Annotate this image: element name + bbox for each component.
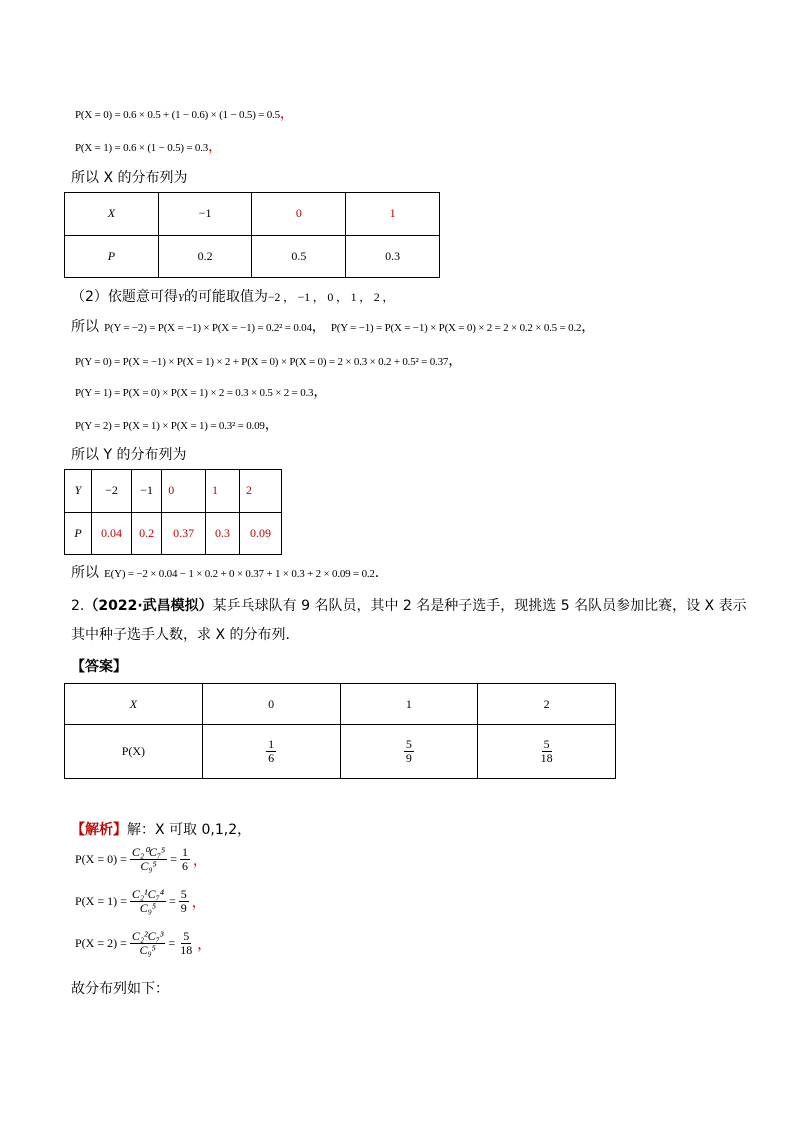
sol-lhs: P(X = 0) = xyxy=(75,852,127,866)
frac-den: C₉⁵ xyxy=(139,901,157,915)
expectation-line xyxy=(71,562,389,582)
table-cell: −1 xyxy=(132,470,162,513)
frac-den: 6 xyxy=(268,751,275,766)
so-label: 所以 xyxy=(71,565,99,581)
table-cell: Y xyxy=(65,470,92,513)
fraction xyxy=(130,888,166,915)
sol-lhs: P(X = 2) = xyxy=(75,936,127,950)
eq-y-1 xyxy=(75,381,327,401)
fraction xyxy=(404,738,414,765)
fraction xyxy=(180,846,190,873)
question-source: （2022·武昌模拟） xyxy=(84,598,213,614)
frac-num: C₂²C₇³ xyxy=(131,929,164,943)
question-text: 某乒乓球队有 9 名队员，其中 2 名是种子选手，现挑选 5 名队员参加比赛，设 X 表示 xyxy=(212,598,747,614)
solution-x2 xyxy=(75,930,211,957)
fraction xyxy=(130,930,166,957)
table-cell xyxy=(65,725,203,779)
comma: ， xyxy=(208,139,222,155)
sol-eq: = xyxy=(168,936,176,950)
eq-text: P(X = 1) = 0.6 × (1 − 0.5) = 0.3 xyxy=(75,142,209,154)
comma: ， xyxy=(264,417,279,433)
x-distribution-table xyxy=(64,192,440,278)
fraction xyxy=(130,846,167,873)
table-cell: 0.3 xyxy=(206,512,240,555)
sol-lhs: P(X = 1) = xyxy=(75,894,127,908)
frac-num: 5 xyxy=(543,737,550,752)
eq-row-y-neg xyxy=(71,316,595,336)
table-cell: −2 xyxy=(91,470,131,513)
fraction xyxy=(539,738,555,765)
comma: ， xyxy=(313,384,328,400)
part2-prefix: （2）依题意可得 xyxy=(71,289,178,305)
eq-y-0 xyxy=(75,350,462,370)
table-cell: 0.2 xyxy=(132,512,162,555)
fraction xyxy=(266,738,276,765)
eq-text: P(Y = 1) = P(X = 0) × P(X = 1) × 2 = 0.3 × 0.5 × 2 = 0.3 xyxy=(75,387,314,399)
eq-y-2 xyxy=(75,414,279,434)
comma: ， xyxy=(197,936,212,953)
frac-num: 1 xyxy=(268,737,275,752)
part2-values: −2 ， −1 ， 0 ， 1 ， 2 ， xyxy=(267,290,395,304)
table-cell: 0.04 xyxy=(91,512,131,555)
eq-y-m2: P(Y = −2) = P(X = −1) × P(X = −1) = 0.2² = 0.04 xyxy=(104,322,312,334)
table-cell: X xyxy=(65,684,203,725)
y-dist-intro: 所以 Y 的分布列为 xyxy=(71,447,187,463)
table-cell xyxy=(202,725,340,779)
analysis-line xyxy=(71,819,251,839)
frac-num: C₂¹C₇⁴ xyxy=(131,887,164,901)
part2-var: Y xyxy=(177,292,184,304)
table-cell: 1 xyxy=(340,684,478,725)
frac-den: 18 xyxy=(540,751,553,766)
answer-label: 【答案】 xyxy=(71,659,127,675)
table-cell xyxy=(340,725,478,779)
eq-text: P(Y = 2) = P(X = 1) × P(X = 1) = 0.3² = 0.09 xyxy=(75,420,265,432)
comma: ， xyxy=(448,353,462,369)
question-2 xyxy=(71,595,747,615)
comma: ， xyxy=(581,319,596,335)
table-cell: 0.5 xyxy=(252,235,346,278)
closing-line: 故分布列如下： xyxy=(71,981,169,997)
eq-p-x0 xyxy=(75,103,294,123)
p-x-label: P(X) xyxy=(121,744,146,759)
table-cell: 0.3 xyxy=(346,235,440,278)
frac-den: C₉⁵ xyxy=(139,943,156,957)
table-cell: 0 xyxy=(162,470,206,513)
table-cell: 1 xyxy=(346,193,440,236)
y-distribution-table xyxy=(64,469,282,555)
frac-den: 9 xyxy=(405,751,412,766)
part2-intro xyxy=(71,286,394,306)
table-cell: −1 xyxy=(158,193,252,236)
sol-eq: = xyxy=(169,894,176,908)
fraction xyxy=(178,930,194,957)
table-cell: 0.37 xyxy=(162,512,206,555)
solution-x1 xyxy=(75,888,206,915)
eq-text: P(Y = 0) = P(X = −1) × P(X = 1) × 2 + P(X = 0) × P(X = 0) = 2 × 0.3 × 0.2 + 0.5² = 0.37 xyxy=(75,356,449,368)
eq-p-x1 xyxy=(75,136,222,156)
table-cell: 0.2 xyxy=(158,235,252,278)
frac-num: 1 xyxy=(182,845,188,859)
answer-distribution-table xyxy=(64,683,616,779)
frac-den: 6 xyxy=(182,859,188,873)
frac-num: 5 xyxy=(183,929,190,943)
table-cell: 2 xyxy=(240,470,282,513)
question-number: 2. xyxy=(71,598,85,614)
frac-num: 5 xyxy=(180,887,187,901)
sol-eq: = xyxy=(170,852,177,866)
table-cell: X xyxy=(65,193,159,236)
analysis-text: 解：X 可取 0,1,2， xyxy=(127,822,252,838)
frac-den: 9 xyxy=(180,901,187,915)
x-dist-intro: 所以 X 的分布列为 xyxy=(71,170,188,186)
table-cell xyxy=(478,725,616,779)
question-2-cont: 其中种子选手人数，求 X 的分布列． xyxy=(71,627,300,643)
eq-y-m1: P(Y = −1) = P(X = −1) × P(X = 0) × 2 = 2 × 0.2 × 0.5 = 0.2 xyxy=(330,322,582,334)
analysis-label: 【解析】 xyxy=(71,822,127,838)
expectation-eq: E(Y) = −2 × 0.04 − 1 × 0.2 + 0 × 0.37 + 1 × 0.3 + 2 × 0.09 = 0.2 xyxy=(104,568,375,580)
part2-suffix: 的可能取值为 xyxy=(183,289,268,305)
solution-x0 xyxy=(75,846,207,873)
comma: ， xyxy=(191,894,206,911)
fraction xyxy=(179,888,189,915)
period: ． xyxy=(374,565,389,581)
comma: ， xyxy=(193,852,207,869)
frac-den: 18 xyxy=(180,943,193,957)
table-cell: 0.09 xyxy=(240,512,282,555)
table-cell: 0 xyxy=(252,193,346,236)
frac-num: 5 xyxy=(405,737,412,752)
comma: ， xyxy=(279,106,294,122)
frac-den: C₉⁵ xyxy=(140,859,157,873)
frac-num: C₂⁰C₇⁵ xyxy=(131,845,166,859)
comma: ， xyxy=(311,319,326,335)
table-cell: P xyxy=(65,512,92,555)
table-cell: 0 xyxy=(202,684,340,725)
table-cell: 1 xyxy=(206,470,240,513)
table-cell: P xyxy=(65,235,159,278)
table-cell: 2 xyxy=(478,684,616,725)
so-label: 所以 xyxy=(71,319,99,335)
eq-text: P(X = 0) = 0.6 × 0.5 + (1 − 0.6) × (1 − 0.5) = 0.5 xyxy=(75,109,280,121)
